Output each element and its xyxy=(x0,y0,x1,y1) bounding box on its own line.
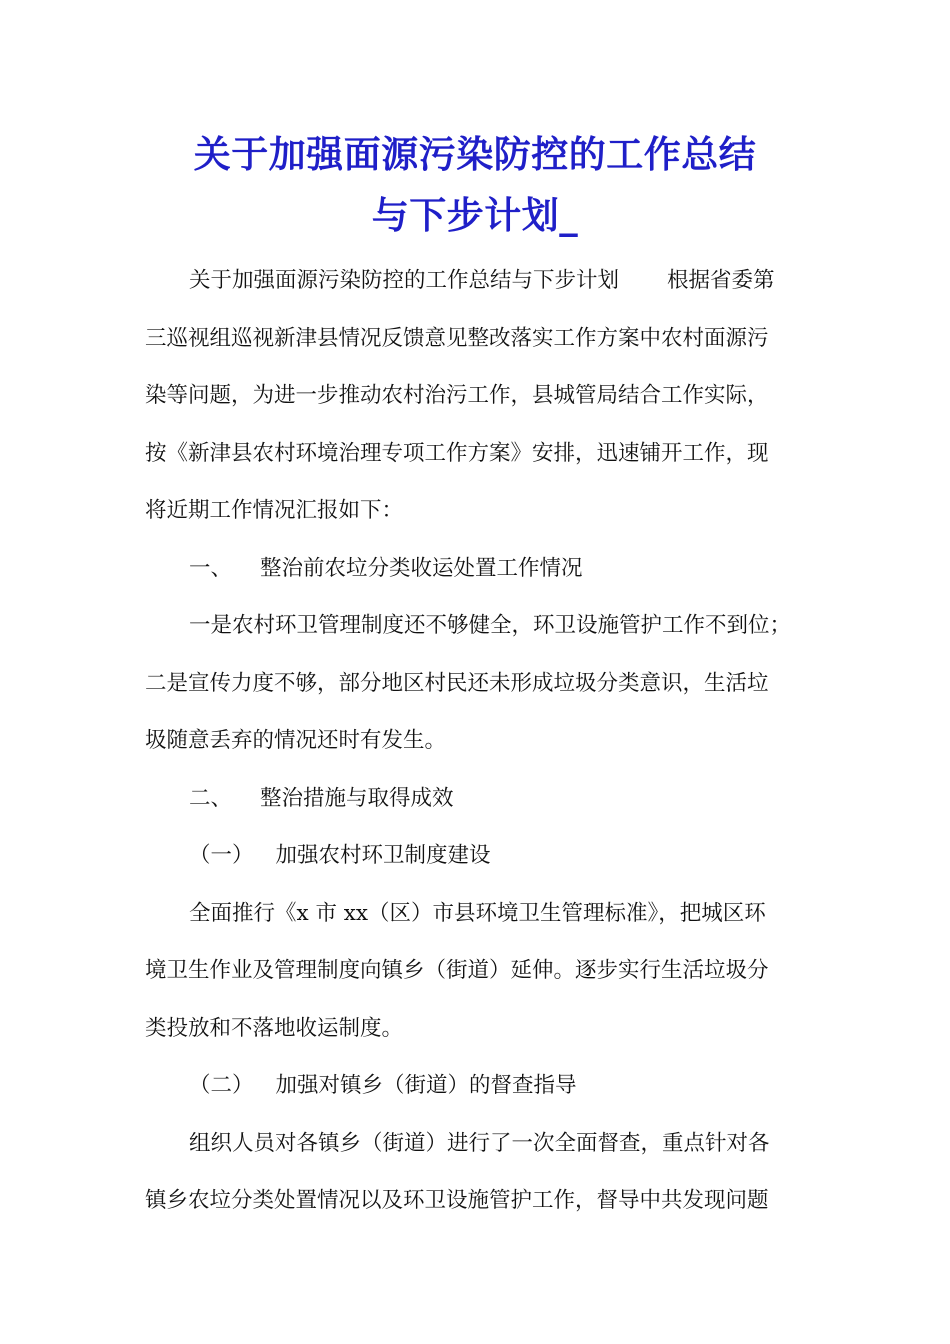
intro-line-3: 染等问题，为进一步推动农村治污工作，县城管局结合工作实际， xyxy=(145,383,769,408)
subsection-2-title: 加强对镇乡（街道）的督查指导 xyxy=(275,1073,577,1098)
section-1-para-line-3: 圾随意丢弃的情况还时有发生。 xyxy=(145,728,447,753)
subsection-2-heading xyxy=(145,1057,810,1115)
intro-lead-tail: 根据省委第 xyxy=(667,268,775,293)
document-body xyxy=(145,252,810,1230)
subsection-1-heading xyxy=(145,827,810,885)
section-1-para-line-2: 二是宣传力度不够，部分地区村民还未形成垃圾分类意识，生活垃 xyxy=(145,670,769,696)
subsection-2-para-line-2: 镇乡农垃分类处置情况以及环卫设施管护工作，督导中共发现问题 xyxy=(145,1188,769,1213)
subsection-1-para-line-2: 境卫生作业及管理制度向镇乡（街道）延伸。逐步实行生活垃圾分 xyxy=(145,958,769,983)
subsection-1-number: （一） xyxy=(189,843,254,868)
intro-line-1 xyxy=(145,252,810,310)
subsection-1-title: 加强农村环卫制度建设 xyxy=(275,843,491,868)
section-1-heading xyxy=(145,540,810,598)
section-1-para-line-1: 一是农村环卫管理制度还不够健全，环卫设施管护工作不到位； xyxy=(189,613,792,638)
section-1-title: 整治前农垃分类收运处置工作情况 xyxy=(260,555,583,581)
intro-line-2: 三巡视组巡视新津县情况反馈意见整改落实工作方案中农村面源污 xyxy=(145,325,769,351)
subsection-1-para-line-3: 类投放和不落地收运制度。 xyxy=(145,1015,404,1041)
section-2-title: 整治措施与取得成效 xyxy=(260,785,454,811)
document-title xyxy=(100,124,850,246)
title-line-2: 与下步计划_ xyxy=(371,193,579,237)
section-1-number: 一、 xyxy=(189,555,233,581)
section-2-heading xyxy=(145,770,810,828)
subsection-1-para-line-1: 全面推行《x 市 xx（区）市县环境卫生管理标准》，把城区环 xyxy=(189,900,766,926)
subsection-2-number: （二） xyxy=(189,1073,254,1098)
intro-lead: 关于加强面源污染防控的工作总结与下步计划 xyxy=(189,268,620,293)
intro-line-5: 将近期工作情况汇报如下： xyxy=(145,498,404,523)
title-line-1: 关于加强面源污染防控的工作总结 xyxy=(193,132,757,176)
subsection-2-para-line-1: 组织人员对各镇乡（街道）进行了一次全面督查，重点针对各 xyxy=(189,1130,770,1156)
section-2-number: 二、 xyxy=(189,785,233,811)
intro-line-4: 按《新津县农村环境治理专项工作方案》安排，迅速铺开工作，现 xyxy=(145,440,769,466)
